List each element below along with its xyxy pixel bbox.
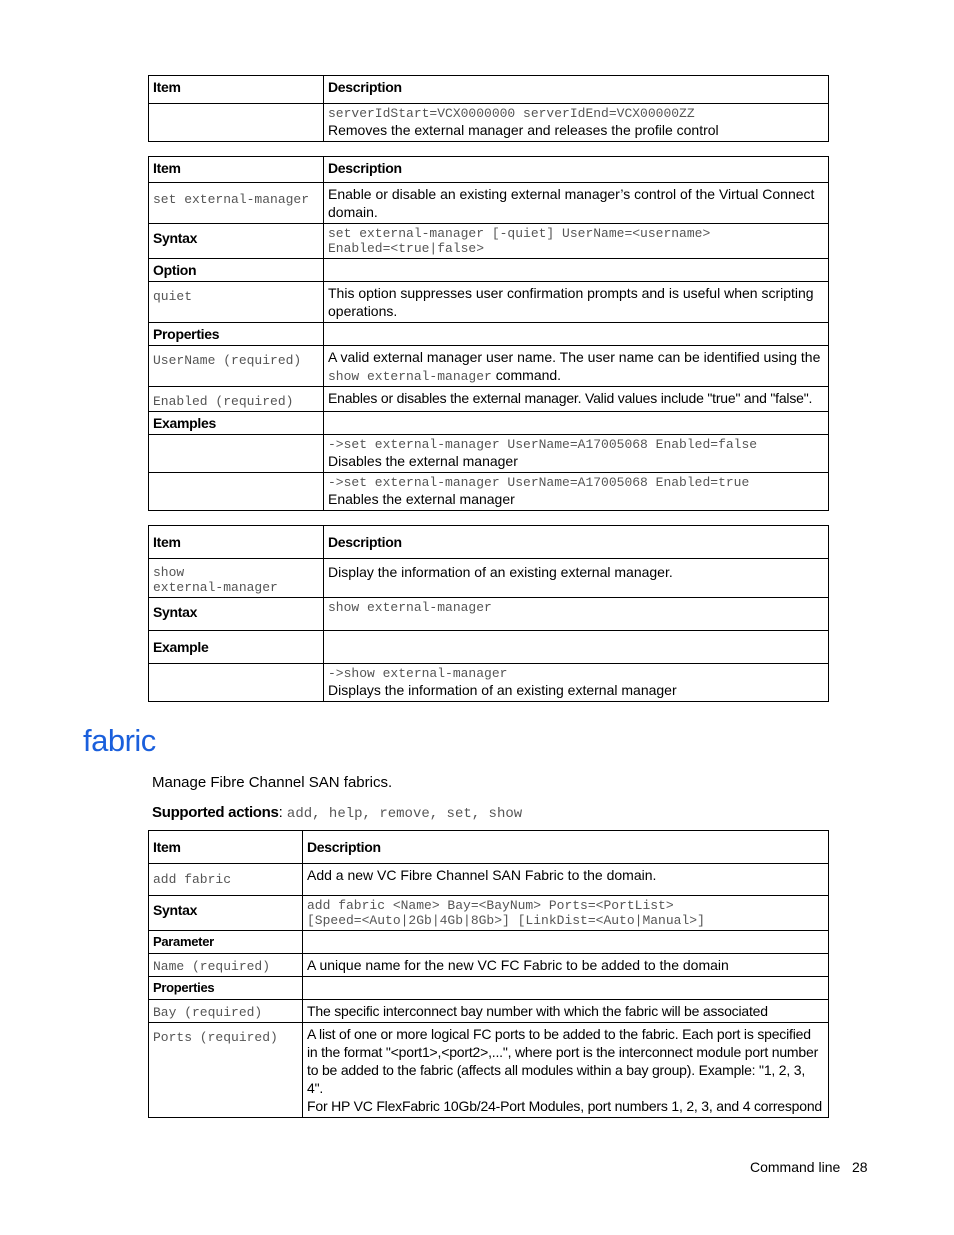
table-row <box>149 954 829 977</box>
section-title: fabric <box>83 723 156 758</box>
footer-label: Command line <box>750 1159 841 1175</box>
command-description: Enable or disable an existing external manager’s control of the Virtual Connect domain. <box>324 183 829 224</box>
table-row <box>149 896 829 931</box>
supported-actions-label: Supported actions <box>152 804 279 821</box>
command-name-cont: external-manager <box>153 580 278 595</box>
command-description: Display the information of an existing external manager. <box>324 559 829 598</box>
properties-label: Properties <box>149 977 303 1000</box>
table-row <box>149 412 829 435</box>
command-description: Add a new VC Fibre Channel SAN Fabric to the domain. <box>303 864 829 896</box>
page-footer <box>750 1159 868 1175</box>
command-name: add fabric <box>153 872 232 887</box>
example-description: Disables the external manager <box>328 453 518 469</box>
set-external-manager-table <box>148 156 829 511</box>
parameter-label: Parameter <box>149 931 303 954</box>
syntax-label: Syntax <box>149 224 324 259</box>
syntax-line: [Speed=<Auto|2Gb|4Gb|8Gb>] [LinkDist=<Auto|Manual>] <box>307 913 705 928</box>
column-header-description: Description <box>303 831 829 864</box>
property-name: Ports (required) <box>153 1030 278 1045</box>
property-description: The specific interconnect bay number with which the fabric will be associated <box>303 1000 829 1023</box>
table-row <box>149 387 829 412</box>
table-row <box>149 282 829 323</box>
examples-label: Examples <box>149 412 324 435</box>
table-row <box>149 977 829 1000</box>
syntax-line: set external-manager [-quiet] UserName=<username> <box>328 226 711 241</box>
column-header-description: Description <box>324 526 829 559</box>
example-code: ->set external-manager UserName=A17005068 Enabled=false <box>328 437 758 452</box>
column-header-item: Item <box>149 76 324 104</box>
separator: : <box>278 804 287 821</box>
table-row <box>149 1023 829 1118</box>
table-row <box>149 931 829 954</box>
syntax-label: Syntax <box>149 598 324 631</box>
property-description: A valid external manager user name. The user name can be identified using the <box>328 349 821 365</box>
column-header-description: Description <box>324 76 829 104</box>
example-code: ->show external-manager <box>328 666 508 681</box>
table-row <box>149 323 829 346</box>
option-label: Option <box>149 259 324 282</box>
property-name: UserName (required) <box>153 353 302 368</box>
property-name: Bay (required) <box>153 1005 263 1020</box>
column-header-item: Item <box>149 526 324 559</box>
command-name: show <box>153 565 185 580</box>
supported-actions <box>152 804 522 822</box>
table-row <box>149 104 829 142</box>
column-header-item: Item <box>149 157 324 183</box>
add-fabric-table <box>148 830 829 1118</box>
table-row <box>149 259 829 282</box>
syntax-line: add fabric <Name> Bay=<BayNum> Ports=<PortList> <box>307 898 674 913</box>
parameter-description: A unique name for the new VC FC Fabric to be added to the domain <box>303 954 829 977</box>
table-row <box>149 664 829 702</box>
continuation-table <box>148 75 829 142</box>
example-code: ->set external-manager UserName=A17005068 Enabled=true <box>328 475 750 490</box>
option-name: quiet <box>153 289 193 304</box>
table-row <box>149 631 829 664</box>
table-row <box>149 435 829 473</box>
command-name: set external-manager <box>153 192 310 207</box>
example-label: Example <box>149 631 324 664</box>
actions-list: add, help, remove, set, show <box>286 806 523 822</box>
section-intro: Manage Fibre Channel SAN fabrics. <box>152 774 393 791</box>
inline-code: show external-manager <box>328 369 492 384</box>
syntax-line: show external-manager <box>328 600 492 615</box>
table-row <box>149 1000 829 1023</box>
column-header-description: Description <box>324 157 829 183</box>
property-description: Enables or disables the external manager. Valid values include "true" and "false". <box>324 387 829 412</box>
property-description-cont: For HP VC FlexFabric 10Gb/24-Port Modules, port numbers 1, 2, 3, and 4 correspond <box>307 1098 823 1114</box>
table-row <box>149 346 829 387</box>
properties-label: Properties <box>149 323 324 346</box>
example-description: Enables the external manager <box>328 491 515 507</box>
property-description-end: command. <box>491 367 562 383</box>
table-row <box>149 559 829 598</box>
page-number: 28 <box>851 1159 868 1175</box>
table-row <box>149 864 829 896</box>
table-row <box>149 224 829 259</box>
row-description: Removes the external manager and releases the profile control <box>328 122 719 138</box>
show-external-manager-table <box>148 525 829 702</box>
example-description: Displays the information of an existing external manager <box>328 682 677 698</box>
syntax-label: Syntax <box>149 896 303 931</box>
syntax-line: Enabled=<true|false> <box>328 241 485 256</box>
property-description: A list of one or more logical FC ports to be added to the fabric. Each port is specified in the format "<port1>,<port2>,...", where port is the interconnect module port number to be added to the fabric (affects all modules within a bay group). Example: "1, 2, 3, 4". <box>307 1026 819 1096</box>
parameter-name: Name (required) <box>153 959 271 974</box>
option-description: This option suppresses user confirmation prompts and is useful when scripting operations. <box>324 282 829 323</box>
table-row <box>149 183 829 224</box>
code-line: serverIdStart=VCX0000000 serverIdEnd=VCX00000ZZ <box>328 106 695 121</box>
table-row <box>149 598 829 631</box>
column-header-item: Item <box>149 831 303 864</box>
table-row <box>149 473 829 511</box>
property-name: Enabled (required) <box>153 394 294 409</box>
